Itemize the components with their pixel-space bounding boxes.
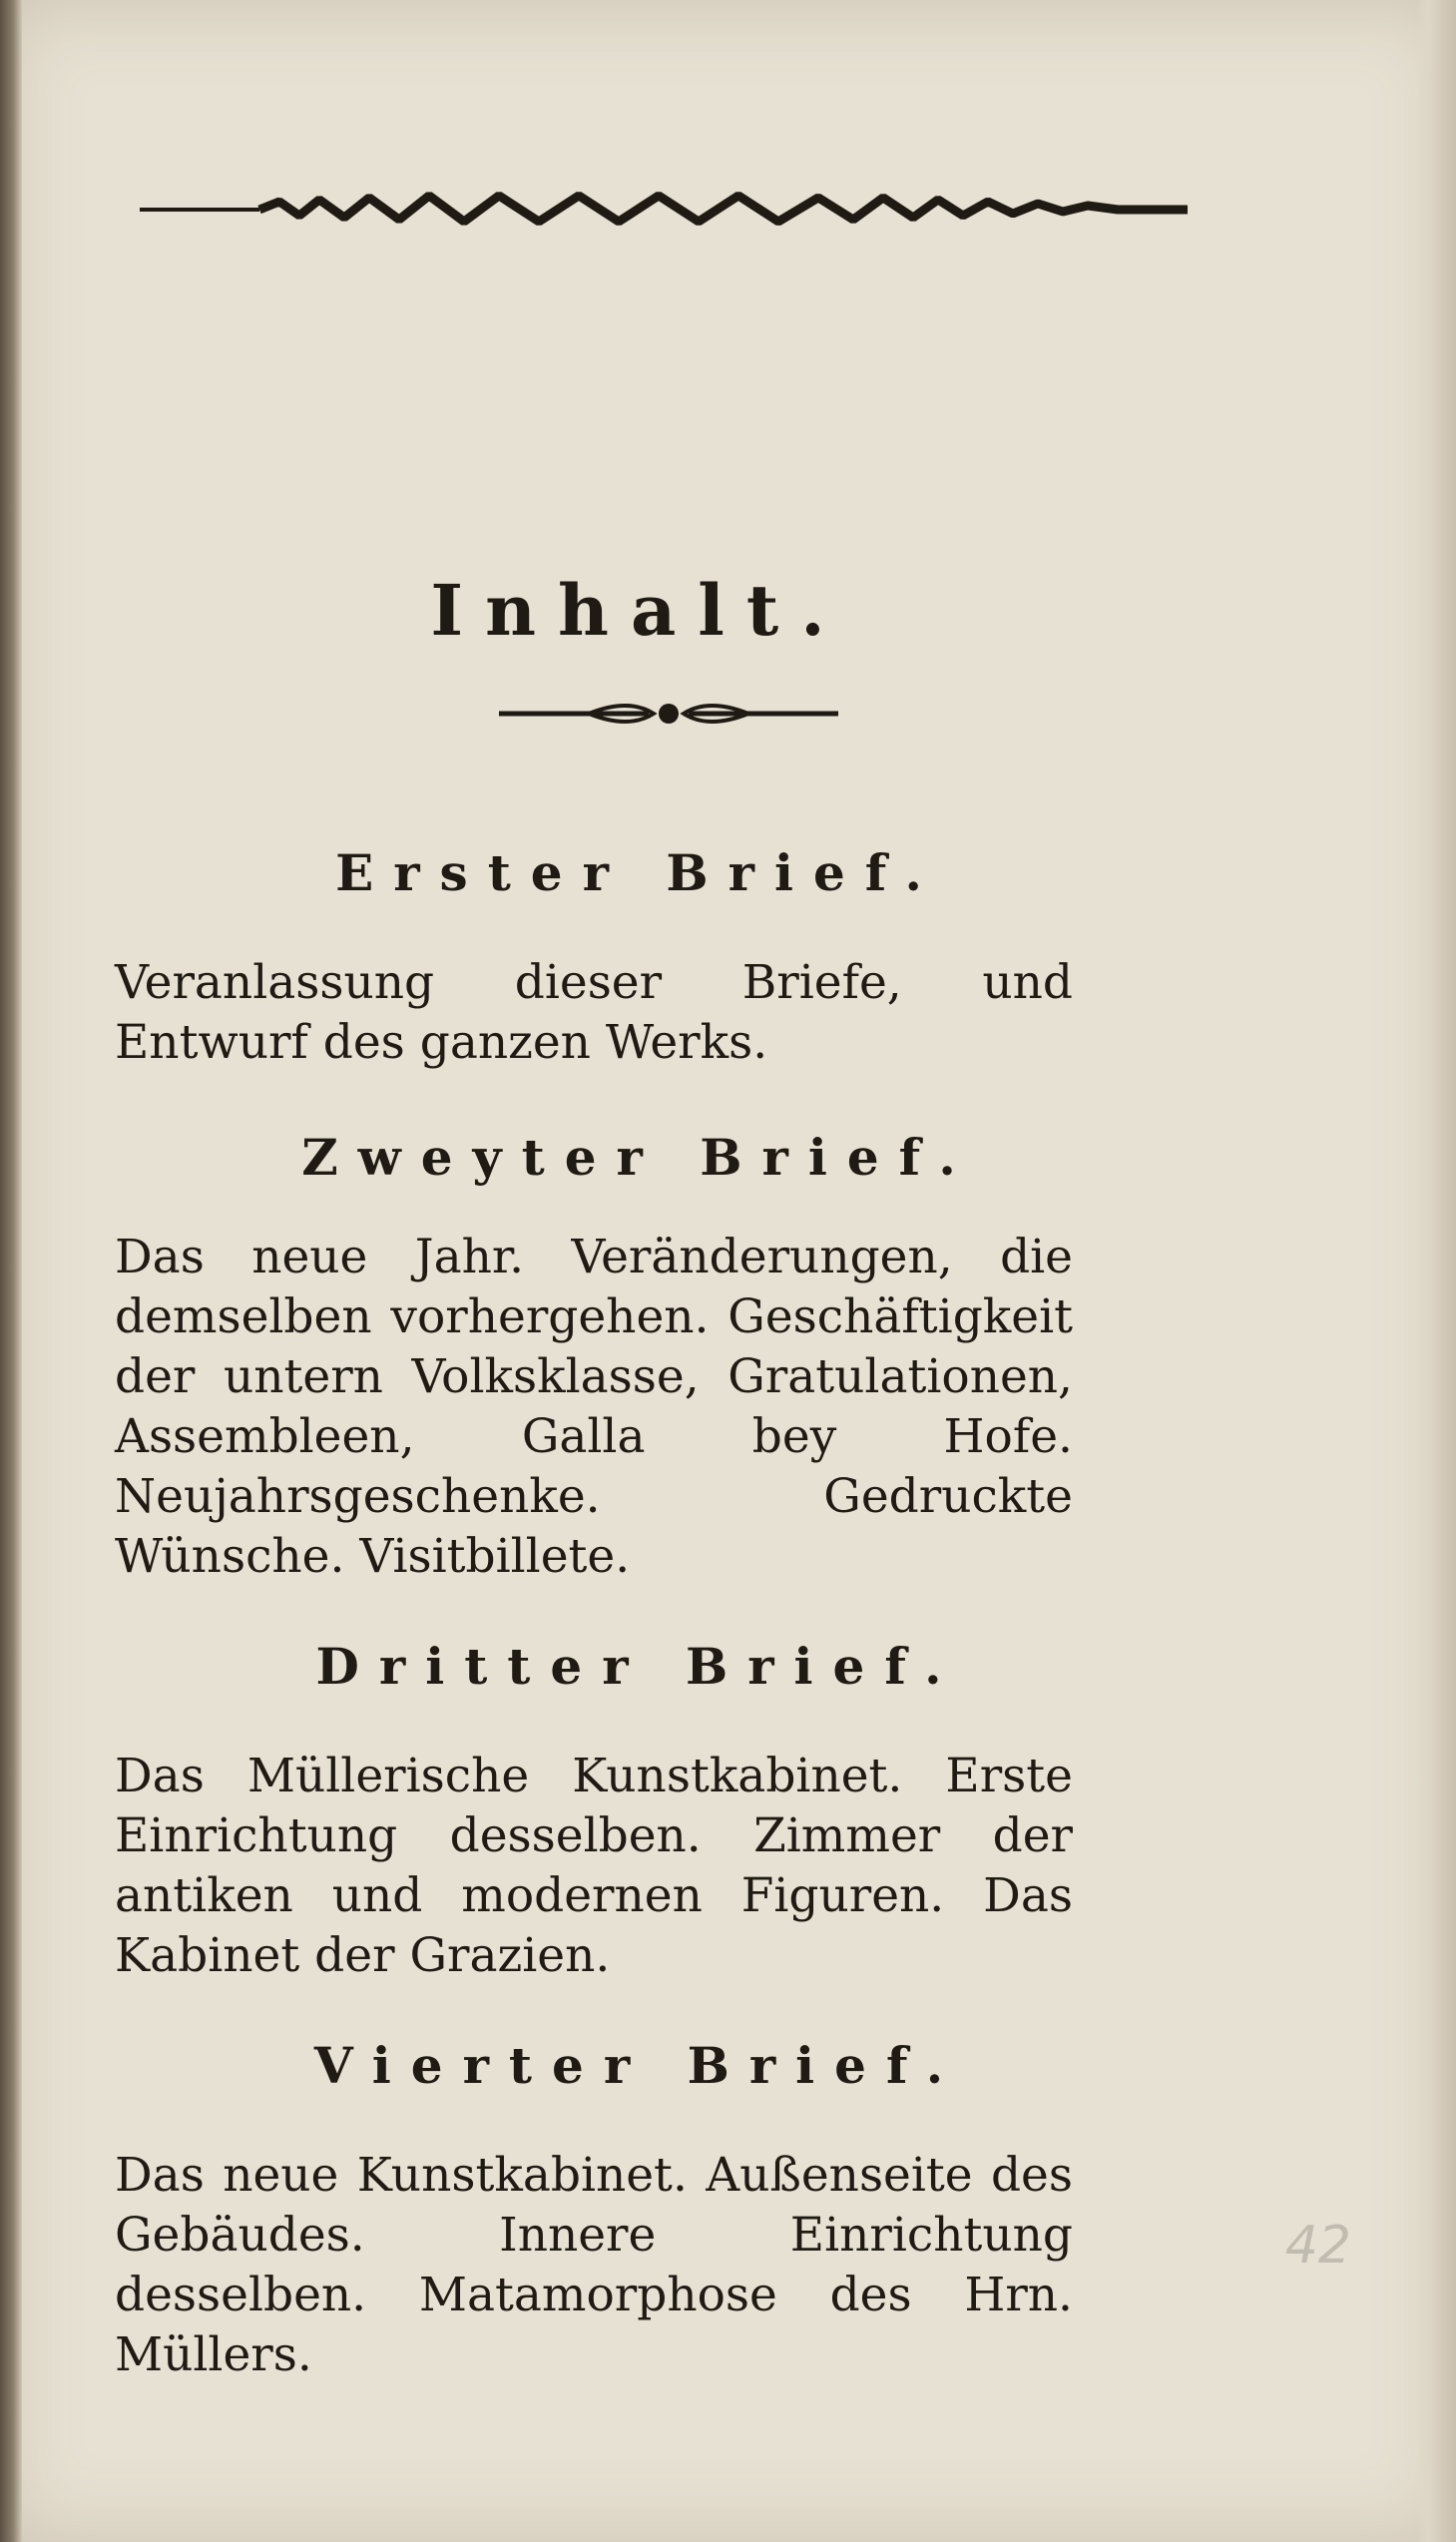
page-gutter-shadow (0, 0, 22, 2542)
section-heading-4: Vierter Brief. (313, 2036, 964, 2095)
section-text-3: Das Müllerische Kunstkabinet. Erste Einrichtung desselben. Zimmer der antiken und modernen Figuren. Das Kabinet der Grazien. (115, 1749, 1073, 1983)
section-heading-1: Erster Brief. (335, 843, 942, 902)
title-ornament (499, 694, 838, 734)
section-text-1: Veranlassung dieser Briefe, und Entwurf des ganzen Werks. (115, 955, 1073, 1070)
section-heading-2: Zweyter Brief. (301, 1128, 976, 1187)
top-ornamental-rule (140, 190, 1188, 230)
section-text-2: Das neue Jahr. Veränderungen, die demselben vorhergehen. Geschäftigkeit der untern Volksklasse, Gratulationen, Assembleen, Galla bey Hofe. Neujahrsgeschenke. Gedruckte Wünsche. Visitbillete. (115, 1230, 1073, 1584)
section-heading-3: Dritter Brief. (315, 1637, 962, 1696)
section-text-4: Das neue Kunstkabinet. Außenseite des Gebäudes. Innere Einrichtung desselben. Matamorphose des Hrn. Müllers. (115, 2148, 1073, 2382)
handwritten-page-mark: 42 (1284, 2216, 1351, 2276)
page-edge (1416, 0, 1456, 2542)
page-title: Inhalt. (430, 569, 847, 652)
